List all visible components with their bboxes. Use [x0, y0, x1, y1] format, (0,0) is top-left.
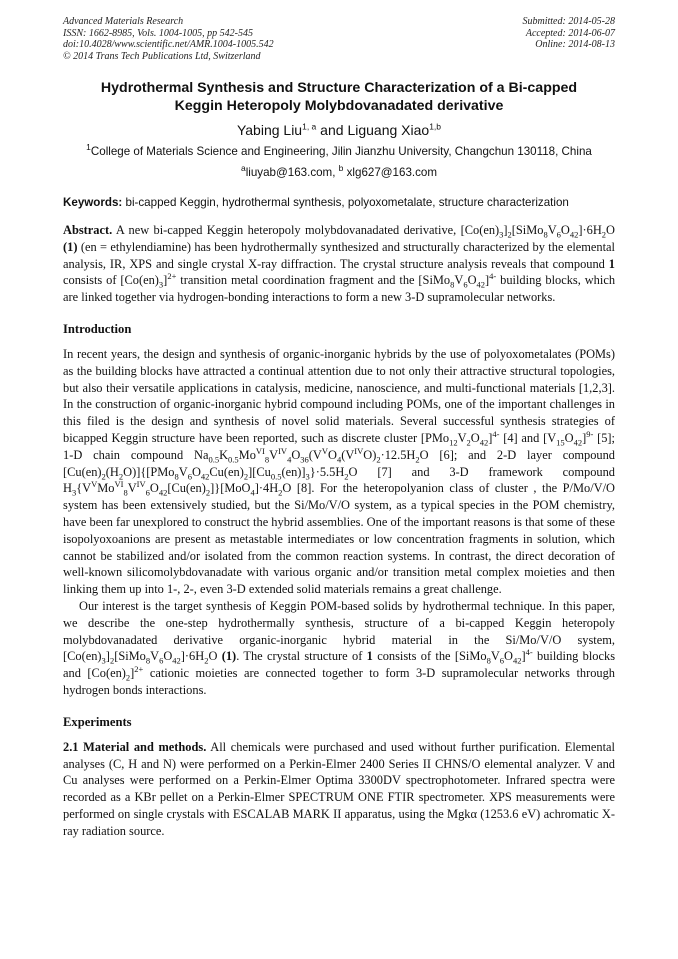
body-text: Our interest is the target synthesis of Keggin POM-based solids by hydrothermal technique. In this paper, we describe the one-step hydrothermally synthesis, structure of a bi-capped Keggin heteropoly molybdovanadated derivative organic-inorganic hybrid material in the Si/Mo/V/O system, [Co(en) [63, 598, 615, 664]
body-text: In recent years, the design and synthesis of organic-inorganic hybrids by the use of polyoxometalates (POMs) as the building blocks have attracted a continual attention due to not only their attractive structural topologies, but also their versatile applications in catalysis, medicine, nanoscience, and multi-functional materials [1,2,3]. In the construction of organic-inorganic hybrid compound including POMs, one of the important challenges in this filed is the design and synthesis of novel solid materials. Several successful synthesis strategies of bicapped Keggin structure have been reported, such as discrete cluster [PMo [63, 346, 615, 445]
author-list [63, 121, 615, 139]
subscript: 2 [109, 655, 115, 666]
abstract-text: consists of [Co(en) [63, 273, 159, 288]
formula-text: [SiMo [114, 649, 146, 664]
formula-text: V [454, 273, 464, 288]
email-b[interactable]: xlg627@163.com [343, 166, 438, 179]
subscript: 42 [569, 229, 579, 240]
subscript: 8 [543, 229, 548, 240]
body-text: (V [308, 447, 322, 462]
superscript: 4- [489, 271, 497, 282]
superscript: 4- [492, 428, 500, 439]
experiments-heading: Experiments [63, 714, 132, 729]
superscript: V [91, 479, 98, 490]
subscript: 42 [172, 655, 181, 666]
header-left [63, 16, 274, 62]
formula-text: [SiMo [511, 223, 544, 237]
formula-text: V [178, 464, 188, 479]
affiliation-text: College of Materials Science and Engineering, Jilin Jianzhu University, Changchun 130118, China [90, 145, 592, 158]
formula-text: V [269, 447, 279, 462]
formula-text: V [490, 649, 500, 664]
body-text: consists of the [SiMo [372, 649, 487, 664]
formula-text: K [219, 447, 229, 462]
formula-text: O [291, 447, 301, 462]
subscript: 8 [486, 655, 491, 666]
body-text: . The crystal structure of [236, 649, 367, 664]
body-text: O) [363, 447, 377, 462]
formula-text: O [327, 447, 337, 462]
subscript: 42 [512, 655, 522, 666]
keywords-text: bi-capped Keggin, hydrothermal synthesis, polyoxometalate, structure characterization [122, 196, 569, 209]
keywords-label: Keywords: [63, 196, 123, 209]
body-text: (en)] [281, 464, 306, 479]
compound-number: (1) [63, 239, 78, 254]
formula-text: ] [485, 273, 490, 288]
subscript: 8 [450, 279, 455, 290]
submitted-date: Submitted: 2014-05-28 [522, 16, 615, 27]
journal-name: Advanced Materials Research [63, 16, 184, 27]
title-line-1: Hydrothermal Synthesis and Structure Characterization of a Bi-capped [100, 80, 578, 96]
abstract-paragraph [63, 222, 615, 306]
header-right [523, 16, 616, 62]
keywords [63, 195, 615, 210]
doi-line[interactable]: doi:10.4028/www.scientific.net/AMR.1004-1005.542 [63, 39, 274, 50]
formula-text: O [560, 223, 570, 237]
subscript: 2 [278, 487, 283, 498]
subscript: 2 [344, 471, 349, 482]
body-text: }·5.5H [309, 464, 345, 479]
email-a[interactable]: liuyab@163.com, [245, 166, 339, 179]
superscript: IV [278, 445, 288, 456]
body-text: ]·4H [254, 481, 279, 496]
abstract-text: (en = ethylendiamine) has been hydrothermally synthesized and structurally characterized by the elemental analysis, IR, XPS and single crystal X-ray diffraction. The crystal structure analysis reveals that compound [63, 239, 615, 271]
author-conjunction: and [316, 122, 348, 138]
author-1-affil-marker: 1, a [302, 121, 317, 132]
formula-text: ] [163, 273, 168, 288]
email-b-marker: b [338, 163, 344, 174]
formula-text: ] [521, 649, 526, 664]
body-text: O [7] and 3-D framework compound H [63, 464, 615, 496]
formula-text: V [457, 430, 467, 445]
introduction-paragraph-1 [63, 346, 615, 598]
subscript: 2 [507, 229, 512, 240]
subscript: 42 [479, 437, 489, 448]
journal-header [63, 16, 615, 62]
formula-text: V [127, 481, 137, 496]
formula-text: Mo [238, 447, 256, 462]
subscript: 2 [415, 454, 420, 465]
subscript: 8 [123, 487, 128, 498]
subscript: 2 [205, 487, 211, 498]
accepted-date: Accepted: 2014-06-07 [525, 27, 615, 39]
issn-line: ISSN: 1662-8985, Vols. 1004-1005, pp 542-545 [63, 27, 253, 39]
formula-text: ] [503, 223, 508, 237]
superscript: 4- [525, 647, 533, 658]
subscript: 4 [287, 454, 292, 465]
subscript: 2 [101, 471, 106, 482]
subscript: 42 [158, 487, 168, 498]
formula-text: O [606, 223, 615, 237]
subscript: 0.5 [208, 454, 220, 465]
abstract-text: building blocks, which are linked together via hydrogen-bonding interactions to form a new 3-D supramolecular networks. [63, 273, 616, 305]
author-2: Liguang Xiao [347, 122, 430, 138]
subscript: 42 [200, 471, 210, 482]
subscript: 2 [376, 454, 381, 465]
subscript: 2 [466, 437, 471, 448]
subscript: 2 [118, 471, 124, 482]
body-text: ][Cu [248, 464, 271, 479]
formula-text: O [208, 649, 222, 664]
body-text: {V [76, 481, 92, 496]
body-text: (H [105, 464, 119, 479]
superscript: 9- [586, 428, 594, 439]
body-text: O [6]; and 2-D layer compound [Cu(en) [63, 447, 616, 479]
formula-text: O [504, 649, 513, 664]
formula-text: V [547, 223, 557, 237]
subscript: 8 [174, 471, 179, 482]
introduction-heading: Introduction [63, 321, 132, 336]
subscript: 36 [300, 454, 309, 465]
body-text: (V [341, 447, 355, 462]
body-text: O [8]. For the heteropolyanion class of cluster , the P/Mo/V/O system has been extensively studied, but the Si/Mo/V/O system, as a typical species in the POM chemistry, have been far unexplored to construct the hybrid assemblies. One of the important reasons is that some of these isopolyoxoanions are present as metastable intermediates or low concentration fragments in solution, which cannot be stabilized and/or isolated from the common reaction systems. In contrast, the direct decoration of well-known silicomolybdovanadate with various organic and/or transition metal complex moieties and then linking them up into 1-, 2-, even 3-D extended solid materials remains a great challenge. [63, 481, 615, 597]
abstract-text: A new bi-capped Keggin heteropoly molybdovanadated derivative, [Co(en) [112, 223, 500, 237]
paper-title [63, 79, 615, 115]
superscript: IV [354, 445, 364, 456]
affiliation [63, 144, 615, 159]
subscript: 4 [336, 454, 342, 465]
formula-text: ·6H [184, 649, 205, 664]
subscript: 6 [463, 279, 468, 290]
subscript: 42 [476, 279, 486, 290]
compound-number: 1 [608, 256, 615, 271]
body-text: O)]{[PMo [123, 464, 175, 479]
compound-number: (1) [221, 649, 237, 664]
author-1: Yabing Liu [236, 122, 303, 138]
formula-text: ] [130, 666, 135, 681]
superscript: 2+ [167, 271, 177, 282]
subscript: 2 [243, 471, 249, 482]
formula-text: O [470, 430, 480, 445]
body-text: All chemicals were purchased and used without further purification. Elemental analyses (C, H and N) were performed on a Perkin-Elmer 2400 Series II CHNS/O elemental analyzer. V and Cu analyses were performed on a Perkin-Elmer Optima 3300DV spectrophotometer. Infrared spectra were recorded as a KBr pellet on a Perkin-Elmer SPECTRUM ONE FTIR spectrometer. XPS measurements were performed on single crystals with ESCALAB MARK II apparatus, using the Mgkα (1253.6 eV) achromatic X-ray radiation source. [63, 739, 615, 838]
body-text: cationic moieties are connected together to form 3-D supramolecular networks through hydrogen bonds interactions. [63, 666, 615, 697]
copyright-line: © 2014 Trans Tech Publications Ltd, Switzerland [63, 50, 261, 62]
body-text: Cu(en) [209, 464, 244, 479]
formula-text: O [467, 273, 477, 288]
subscript: 6 [159, 655, 164, 666]
subscript: 6 [187, 471, 192, 482]
subscript: 42 [573, 437, 583, 448]
formula-text: O [149, 481, 159, 496]
title-line-2: Keggin Heteropoly Molybdovanadated derivative [174, 98, 504, 114]
formula-text: ] [578, 223, 583, 237]
subsection-label: 2.1 Material and methods. [63, 739, 207, 754]
subscript: 3 [71, 487, 77, 498]
subscript: 6 [499, 655, 505, 666]
formula-text: Mo [97, 481, 115, 496]
email-line [63, 165, 615, 180]
affiliation-marker: 1 [86, 142, 91, 153]
subscript: 2 [204, 655, 209, 666]
subscript: 3 [158, 279, 164, 290]
email-a-marker: a [240, 163, 246, 174]
superscript: IV [136, 479, 146, 490]
formula-text: ] [180, 649, 185, 664]
superscript: V [321, 445, 328, 456]
formula-text: O [191, 464, 201, 479]
online-date: Online: 2014-08-13 [535, 39, 615, 50]
body-text: [5]; 1-D chain compound Na [63, 430, 615, 462]
experiments-paragraph [63, 739, 615, 840]
body-text: [4] and [V [499, 430, 557, 445]
formula-text: ] [582, 430, 587, 445]
subscript: 8 [264, 454, 270, 465]
superscript: VI [114, 479, 124, 490]
formula-text: O [564, 430, 574, 445]
subscript: 12 [449, 437, 458, 448]
formula-text: ] [488, 430, 493, 445]
subscript: 6 [556, 229, 561, 240]
body-text: ]}[MoO [210, 481, 251, 496]
abstract-text: transition metal coordination fragment and the [SiMo [176, 273, 451, 288]
body-text: building blocks and [Co(en) [63, 649, 616, 681]
body-text: [Cu(en) [167, 481, 206, 496]
subscript: 6 [145, 487, 150, 498]
introduction-paragraph-2 [63, 598, 615, 699]
subscript: 2 [125, 672, 131, 683]
superscript: 2+ [134, 664, 144, 674]
formula-text: V [150, 649, 160, 664]
subscript: 3 [305, 471, 310, 482]
formula-text: O [163, 649, 173, 664]
subscript: 15 [556, 437, 565, 448]
subscript: 2 [601, 229, 607, 240]
subscript: 0.5 [228, 454, 239, 465]
formula-text: ·6H [582, 223, 602, 237]
subscript: 0.5 [270, 471, 282, 482]
compound-number: 1 [366, 649, 373, 664]
formula-text: ] [105, 649, 110, 664]
body-text: ·12.5H [380, 447, 416, 462]
subscript: 3 [499, 229, 504, 240]
subscript: 4 [250, 487, 255, 498]
abstract-label: Abstract. [63, 223, 113, 237]
superscript: VI [255, 445, 265, 456]
subscript: 8 [145, 655, 151, 666]
author-2-affil-marker: 1,b [429, 121, 442, 132]
subscript: 3 [101, 655, 106, 666]
